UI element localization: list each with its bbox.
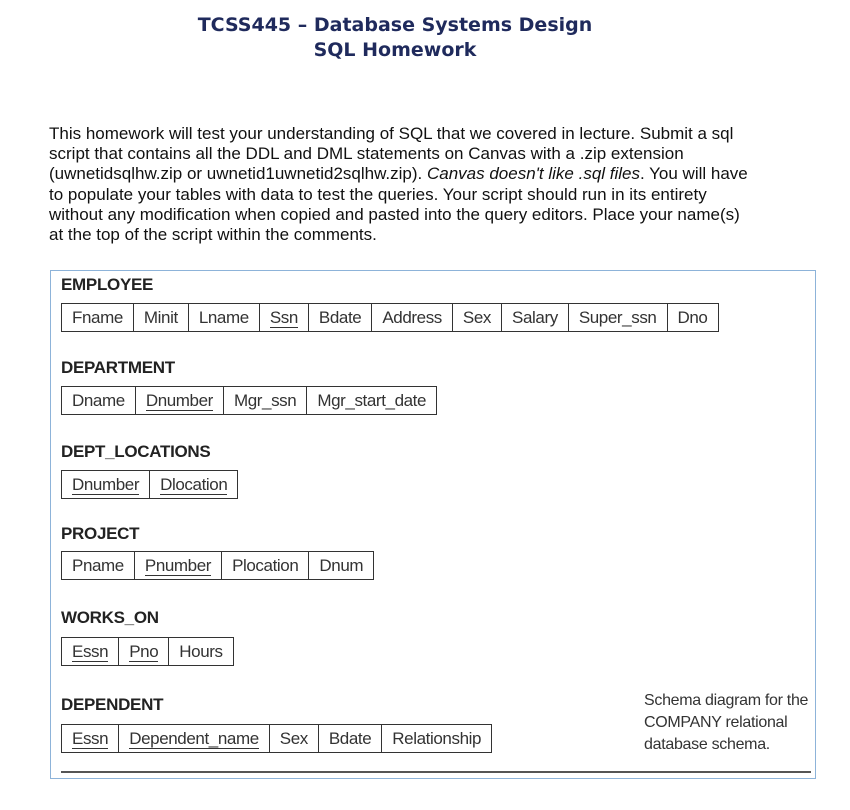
attribute-cell: [372, 304, 453, 331]
attribute-label: Salary: [512, 308, 558, 327]
relation-name: DEPARTMENT: [61, 358, 175, 377]
relation-attribute-row: [61, 386, 437, 415]
attribute-cell: [135, 552, 222, 579]
attribute-cell: [189, 304, 260, 331]
relation-name: PROJECT: [61, 524, 140, 543]
relation-name: DEPT_LOCATIONS: [61, 442, 211, 461]
page-subtitle: SQL Homework: [313, 39, 477, 61]
attribute-cell: [260, 304, 309, 331]
relation-attribute-row: [61, 470, 238, 499]
attribute-label: Sex: [279, 729, 308, 748]
attribute-cell: [136, 387, 224, 414]
intro-text-part2: . You will have to populate your tables with data to test the queries. Your script should run in its entirety without any modification when copied and pasted into the query editors. Place your name(s) at the top of the script within the comments.: [49, 164, 748, 245]
attribute-cell: [119, 638, 169, 665]
attribute-label: Hours: [179, 642, 223, 661]
attribute-label: Bdate: [318, 308, 362, 327]
attribute-cell: [453, 304, 502, 331]
attribute-cell: [62, 638, 119, 665]
attribute-cell: [62, 471, 150, 498]
key-attribute-label: Dnumber: [72, 475, 140, 494]
attribute-cell: [382, 725, 491, 752]
page-title: TCSS445 – Database Systems Design: [197, 14, 593, 36]
intro-text-italic: Canvas doesn't like .sql files: [426, 164, 640, 184]
key-attribute-label: Dlocation: [160, 475, 228, 494]
intro-text-part1: This homework will test your understanding of SQL that we covered in lecture. Submit a sql script that contains all the DDL and DML statements on Canvas with a .zip extension (uwnetidsqlhw.zip or uwnetid1uwnetid2sqlhw.zip).: [49, 124, 734, 184]
schema-divider: [61, 771, 811, 773]
key-attribute-label: Ssn: [269, 308, 298, 327]
attribute-cell: [62, 725, 119, 752]
attribute-cell: [62, 304, 134, 331]
relation-attribute-row: [61, 637, 234, 666]
attribute-label: Lname: [198, 308, 249, 327]
relation-name: WORKS_ON: [61, 608, 159, 627]
attribute-cell: [222, 552, 309, 579]
attribute-label: Mgr_ssn: [233, 391, 297, 410]
attribute-label: Address: [382, 308, 442, 327]
key-attribute-label: Essn: [72, 642, 109, 661]
attribute-cell: [270, 725, 319, 752]
relation-attribute-row: [61, 551, 374, 580]
key-attribute-label: Dnumber: [145, 391, 213, 410]
attribute-cell: [62, 552, 135, 579]
attribute-cell: [569, 304, 668, 331]
attribute-cell: [62, 387, 136, 414]
attribute-cell: [309, 552, 373, 579]
attribute-cell: [169, 638, 232, 665]
attribute-label: Plocation: [232, 556, 299, 575]
intro-paragraph: [49, 124, 749, 245]
relation-attribute-row: [61, 303, 719, 332]
attribute-cell: [150, 471, 237, 498]
attribute-label: Mgr_start_date: [317, 391, 427, 410]
key-attribute-label: Dependent_name: [129, 729, 259, 748]
attribute-cell: [119, 725, 270, 752]
attribute-label: Bdate: [328, 729, 372, 748]
schema-caption: Schema diagram for the COMPANY relational database schema.: [644, 692, 809, 753]
key-attribute-label: Pno: [129, 642, 159, 661]
key-attribute-label: Essn: [72, 729, 109, 748]
attribute-label: Dname: [72, 391, 125, 410]
attribute-cell: [309, 304, 372, 331]
relation-name: DEPENDENT: [61, 695, 164, 714]
attribute-cell: [668, 304, 718, 331]
attribute-label: Minit: [143, 308, 178, 327]
key-attribute-label: Pnumber: [144, 556, 212, 575]
attribute-cell: [319, 725, 382, 752]
attribute-label: Fname: [72, 308, 123, 327]
attribute-cell: [502, 304, 569, 331]
relation-attribute-row: [61, 724, 492, 753]
attribute-cell: [134, 304, 189, 331]
attribute-label: Super_ssn: [578, 308, 657, 327]
attribute-label: Dno: [677, 308, 708, 327]
attribute-label: Dnum: [319, 556, 364, 575]
attribute-label: Sex: [462, 308, 492, 327]
attribute-label: Pname: [72, 556, 124, 575]
relation-name: EMPLOYEE: [61, 275, 154, 294]
attribute-label: Relationship: [392, 729, 482, 748]
attribute-cell: [224, 387, 307, 414]
attribute-cell: [307, 387, 436, 414]
